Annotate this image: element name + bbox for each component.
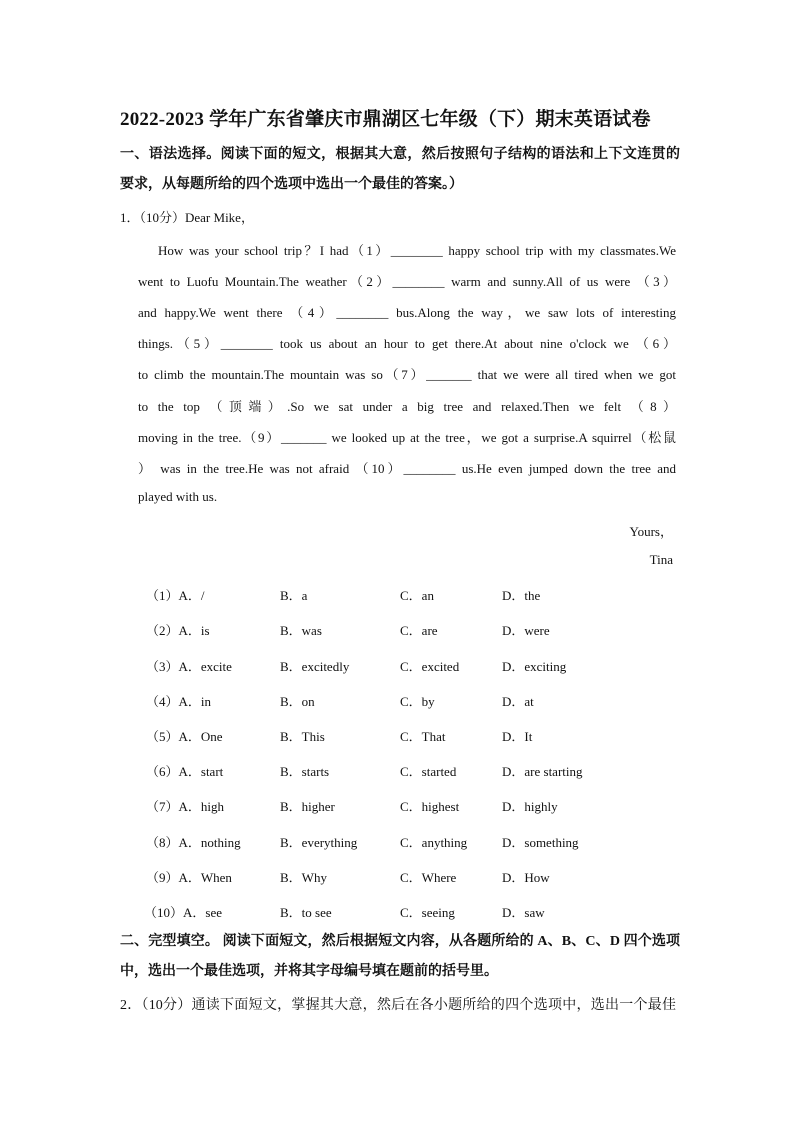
option-b: B．on xyxy=(280,694,315,709)
passage-line: moving in the tree.（9）_______ we looked up at the tree，we got a surprise.A squirrel（松鼠 xyxy=(138,430,676,445)
passage-line: ） was in the tree.He was not afraid （10）________ us.He even jumped down the tree and xyxy=(138,461,676,476)
option-b: B．was xyxy=(280,623,322,638)
option-d: D．the xyxy=(502,588,541,603)
option-b: B．everything xyxy=(280,835,358,850)
option-row xyxy=(146,832,686,852)
option-c: C．Where xyxy=(400,870,457,885)
option-d: D．saw xyxy=(502,905,545,920)
letter-closing: Yours， xyxy=(629,524,673,539)
letter-signature: Tina xyxy=(649,552,673,567)
option-c: C．by xyxy=(400,694,435,709)
option-row xyxy=(146,585,686,605)
option-c: C．excited xyxy=(400,659,460,674)
option-b: B．This xyxy=(280,729,325,744)
option-a: （10）A．see xyxy=(144,905,222,920)
option-d: D．are starting xyxy=(502,764,583,779)
option-c: C．an xyxy=(400,588,434,603)
option-a: （3）A．excite xyxy=(146,659,232,674)
option-row xyxy=(146,761,686,781)
option-d: D．exciting xyxy=(502,659,567,674)
option-row xyxy=(146,796,686,816)
option-c: C．highest xyxy=(400,799,460,814)
option-b: B．starts xyxy=(280,764,330,779)
option-b: B．a xyxy=(280,588,308,603)
section1-instruction-line1: 一、语法选择。阅读下面的短文，根据其大意，然后按照句子结构的语法和上下文连贯的 xyxy=(120,147,680,162)
option-row xyxy=(146,726,686,746)
option-d: D．highly xyxy=(502,799,558,814)
option-a: （5）A．One xyxy=(146,729,223,744)
section1-instruction xyxy=(120,140,680,200)
passage-line: and happy.We went there （4）________ bus.Along the way，we saw lots of interesting xyxy=(138,305,676,320)
question2-header: 2．（10分）通读下面短文，掌握其大意，然后在各小题所给的四个选项中，选出一个最佳 xyxy=(120,998,676,1013)
option-row xyxy=(146,620,686,640)
page-title: 2022-2023 学年广东省肇庆市鼎湖区七年级（下）期末英语试卷 xyxy=(120,109,651,130)
option-d: D．something xyxy=(502,835,579,850)
section2-instruction-line1: 二、完型填空。 阅读下面短文，然后根据短文内容，从各题所给的 A、B、C、D 四个选项 xyxy=(120,934,680,949)
option-d: D．How xyxy=(502,870,550,885)
option-a: （8）A．nothing xyxy=(146,835,241,850)
option-a: （1）A．/ xyxy=(146,588,205,603)
option-row xyxy=(146,867,686,887)
option-a: （9）A．When xyxy=(146,870,232,885)
option-d: D．It xyxy=(502,729,533,744)
option-a: （6）A．start xyxy=(146,764,224,779)
option-a: （7）A．high xyxy=(146,799,225,814)
option-c: C．started xyxy=(400,764,457,779)
section2-instruction xyxy=(120,927,680,987)
section2-instruction-line2: 中，选出一个最佳选项，并将其字母编号填在题前的括号里。 xyxy=(120,964,498,979)
option-row xyxy=(146,656,686,676)
option-c: C．are xyxy=(400,623,438,638)
passage-line: things.（5）________ took us about an hour to get there.At about nine o'clock we （6） xyxy=(138,336,676,351)
option-row xyxy=(146,691,686,711)
option-c: C．That xyxy=(400,729,446,744)
option-a: （4）A．in xyxy=(146,694,212,709)
option-b: B．excitedly xyxy=(280,659,350,674)
option-a: （2）A．is xyxy=(146,623,210,638)
option-b: B．Why xyxy=(280,870,327,885)
option-c: C．anything xyxy=(400,835,468,850)
option-d: D．were xyxy=(502,623,550,638)
option-row xyxy=(144,902,684,922)
passage-line: went to Luofu Mountain.The weather（2）________ warm and sunny.All of us were （3） xyxy=(138,274,676,289)
passage-line: How was your school trip？I had（1）________ happy school trip with my classmates.We xyxy=(158,243,676,258)
option-d: D．at xyxy=(502,694,534,709)
passage-line: to the top （顶端）.So we sat under a big tree and relaxed.Then we felt （8） xyxy=(138,399,676,414)
passage-line: to climb the mountain.The mountain was so（7）_______ that we were all tired when we got xyxy=(138,367,676,382)
option-b: B．higher xyxy=(280,799,335,814)
question1-header: 1．（10分）Dear Mike， xyxy=(120,210,254,225)
option-c: C．seeing xyxy=(400,905,455,920)
passage-line: played with us. xyxy=(138,489,218,504)
section1-instruction-line2: 要求，从每题所给的四个选项中选出一个最佳的答案。） xyxy=(120,177,463,192)
option-b: B．to see xyxy=(280,905,332,920)
